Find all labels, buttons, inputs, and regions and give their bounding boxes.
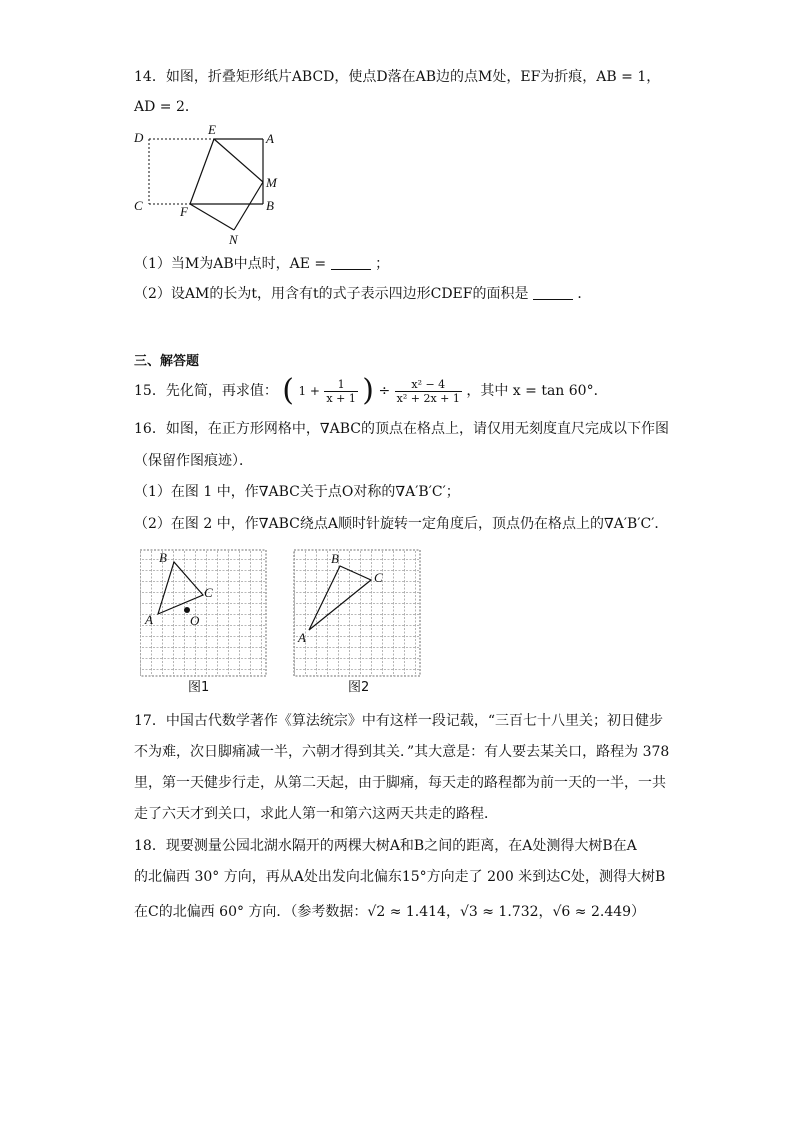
q14-part2 — [134, 284, 591, 304]
q14-answer-blank-2[interactable] — [533, 285, 573, 300]
q14-answer-blank-1[interactable] — [331, 255, 371, 270]
q15-fraction-1 — [324, 378, 357, 405]
q17-line1: 17．中国古代数学著作《算法统宗》中有这样一段记载，“三百七十八里关；初日健步 — [134, 713, 663, 729]
edge-MN — [234, 182, 263, 230]
fig2-label-A: A — [298, 630, 306, 645]
edge-FN — [190, 204, 234, 230]
q14-part2-suffix: ． — [577, 286, 592, 302]
q15-left-paren: ( — [282, 373, 294, 408]
q15-prefix: 15．先化简，再求值： — [134, 383, 278, 399]
fig2-caption: 图2 — [348, 680, 370, 695]
q15-divide: ÷ — [378, 383, 391, 399]
label-C: C — [134, 198, 143, 213]
q15-frac1-num: 1 — [324, 378, 357, 392]
q14-part2-text: （2）设AM的长为t，用含有t的式子表示四边形CDEF的面积是 — [134, 286, 529, 302]
q15-frac1-den: x + 1 — [326, 391, 356, 405]
q15-right-paren: ) — [362, 373, 375, 408]
q15-frac2-num: x² − 4 — [395, 378, 462, 392]
q14-line1: 14．如图，折叠矩形纸片ABCD，使点D落在AB边的点M处，EF为折痕，AB = 1， — [134, 69, 661, 85]
q14-line2: AD = 2． — [134, 99, 199, 115]
fig2-label-B: B — [331, 551, 339, 566]
q15-frac2-den: x² + 2x + 1 — [396, 391, 460, 405]
q16-line2: （保留作图痕迹）． — [134, 453, 253, 469]
fig2-label-C: C — [374, 570, 383, 585]
label-A: A — [266, 131, 274, 146]
q16-part2: （2）在图 2 中，作∇ABC绕点A顺时针旋转一定角度后，顶点仍在格点上的∇A′B′C′． — [134, 516, 669, 532]
fig1-label-B: B — [159, 550, 167, 565]
label-F: F — [180, 204, 188, 219]
q16-line1: 16．如图，在正方形网格中，∇ABC的顶点在格点上，请仅用无刻度直尺完成以下作图 — [134, 421, 669, 437]
q14-part1 — [134, 254, 389, 274]
q14-part1-text: （1）当M为AB中点时，AE = — [134, 256, 327, 272]
label-E: E — [208, 124, 216, 137]
q17-line2: 不为难，次日脚痛减一半，六朝才得到其关．”其大意是：有人要去某关口，路程为 378 — [134, 744, 670, 760]
fig1-label-O: O — [190, 613, 200, 628]
q18-line2: 的北偏西 30° 方向，再从A处出发向北偏东15°方向走了 200 米到达C处，测得大树B — [134, 869, 666, 885]
fig1-caption: 图1 — [188, 680, 210, 695]
fold-EF — [190, 139, 214, 204]
q15-term-one: 1 + — [298, 384, 320, 398]
q18-line3: 在C的北偏西 60° 方向．（参考数据：√2 ≈ 1.414，√3 ≈ 1.732，√6 ≈ 2.449） — [134, 904, 646, 920]
label-N: N — [229, 232, 238, 247]
q16-grid-figures — [140, 548, 440, 698]
edge-EM — [214, 139, 263, 182]
q14-part1-suffix: ； — [375, 256, 390, 272]
label-M: M — [266, 175, 277, 190]
q15-line — [134, 374, 608, 408]
q18-line1: 18．现要测量公园北湖水隔开的两棵大树A和B之间的距离，在A处测得大树B在A — [134, 838, 637, 854]
fig1-label-A: A — [145, 612, 153, 627]
label-B: B — [266, 198, 274, 213]
q16-part1: （1）在图 1 中，作∇ABC关于点O对称的∇A′B′C′； — [134, 484, 460, 500]
q17-line4: 走了六天才到关口，求此人第一和第六这两天共走的路程． — [134, 806, 498, 822]
fig2-grid — [294, 550, 420, 676]
fig1-label-C: C — [204, 585, 213, 600]
q15-fraction-2 — [395, 378, 462, 405]
q15-suffix: ，其中 x = tan 60°． — [466, 383, 608, 399]
label-D: D — [134, 130, 144, 145]
q14-rectangle-figure — [130, 124, 290, 249]
q17-line3: 里，第一天健步行走，从第二天起，由于脚痛，每天走的路程都为前一天的一半，一共 — [134, 775, 666, 791]
section-title: 三、解答题 — [134, 354, 200, 369]
